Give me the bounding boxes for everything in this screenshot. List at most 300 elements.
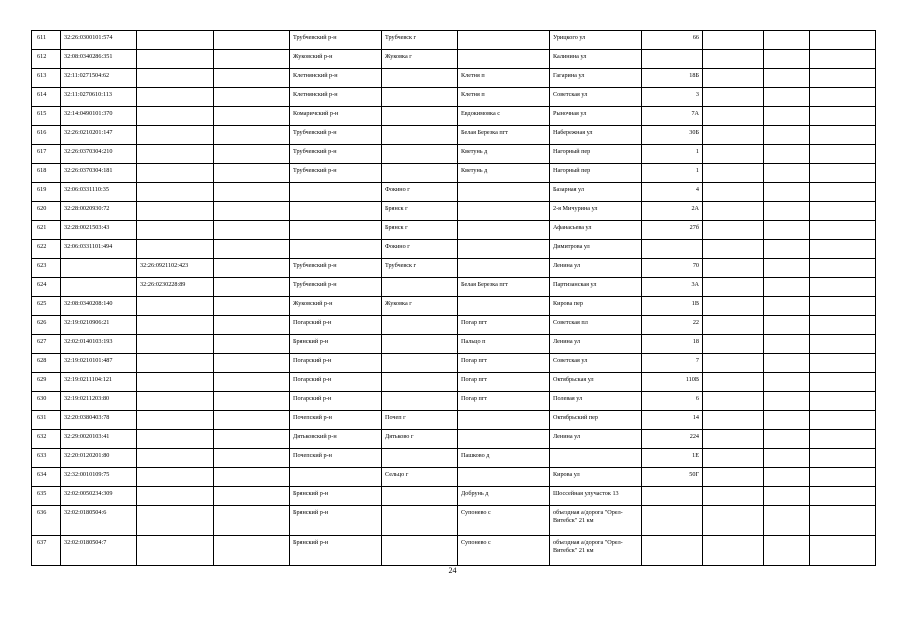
locality-cell — [458, 183, 550, 202]
city-cell — [382, 107, 458, 126]
locality-cell — [458, 50, 550, 69]
district-cell — [290, 221, 382, 240]
empty-cell — [810, 449, 876, 468]
table-row — [32, 259, 876, 278]
cadastral-number-alt-cell — [137, 202, 214, 221]
empty-cell — [214, 536, 290, 566]
cadastral-number-cell: 32:19:0210101:487 — [61, 354, 137, 373]
empty-cell — [764, 50, 810, 69]
empty-cell — [703, 354, 764, 373]
district-cell: Погарский р-н — [290, 392, 382, 411]
district-cell — [290, 240, 382, 259]
city-cell: Трубчевск г — [382, 31, 458, 50]
empty-cell — [810, 31, 876, 50]
street-cell: Калинина ул — [550, 50, 642, 69]
empty-cell — [703, 221, 764, 240]
empty-cell — [214, 259, 290, 278]
empty-cell — [214, 430, 290, 449]
district-cell: Погарский р-н — [290, 373, 382, 392]
empty-cell — [810, 316, 876, 335]
locality-cell: Супонево с — [458, 536, 550, 566]
city-cell — [382, 392, 458, 411]
cadastral-number-cell — [61, 278, 137, 297]
city-cell — [382, 316, 458, 335]
row-number-cell: 637 — [32, 536, 61, 566]
street-cell: Ленина ул — [550, 259, 642, 278]
cadastral-number-alt-cell — [137, 107, 214, 126]
empty-cell — [703, 278, 764, 297]
cadastral-number-cell: 32:26:0370304:181 — [61, 164, 137, 183]
empty-cell — [764, 31, 810, 50]
street-cell: Димитрова ул — [550, 240, 642, 259]
row-number-cell: 616 — [32, 126, 61, 145]
locality-cell: Пальцо п — [458, 335, 550, 354]
district-cell: Трубчевский р-н — [290, 31, 382, 50]
row-number-cell: 611 — [32, 31, 61, 50]
street-cell: Афанасьева ул — [550, 221, 642, 240]
cadastral-number-cell: 32:19:0211203:80 — [61, 392, 137, 411]
street-cell: Советская ул — [550, 88, 642, 107]
empty-cell — [214, 31, 290, 50]
empty-cell — [764, 202, 810, 221]
city-cell — [382, 506, 458, 536]
district-cell — [290, 202, 382, 221]
district-cell: Брянский р-н — [290, 335, 382, 354]
empty-cell — [703, 126, 764, 145]
locality-cell — [458, 468, 550, 487]
empty-cell — [764, 107, 810, 126]
empty-cell — [764, 536, 810, 566]
empty-cell — [810, 468, 876, 487]
house-number-cell: 70 — [642, 259, 703, 278]
cadastral-number-alt-cell: 32:26:0921102:423 — [137, 259, 214, 278]
empty-cell — [214, 335, 290, 354]
house-number-cell: 110В — [642, 373, 703, 392]
house-number-cell: 18Б — [642, 69, 703, 88]
locality-cell: Погар пгт — [458, 316, 550, 335]
cadastral-number-cell: 32:20:0380403:78 — [61, 411, 137, 430]
empty-cell — [764, 411, 810, 430]
empty-cell — [214, 221, 290, 240]
table-row — [32, 88, 876, 107]
empty-cell — [764, 259, 810, 278]
cadastral-number-alt-cell — [137, 164, 214, 183]
empty-cell — [214, 449, 290, 468]
district-cell: Трубчевский р-н — [290, 126, 382, 145]
city-cell: Трубчевск г — [382, 259, 458, 278]
street-cell: Ленина ул — [550, 430, 642, 449]
district-cell: Почепский р-н — [290, 449, 382, 468]
cadastral-number-cell: 32:26:0210201:147 — [61, 126, 137, 145]
empty-cell — [703, 297, 764, 316]
table-row — [32, 183, 876, 202]
empty-cell — [810, 506, 876, 536]
cadastral-number-alt-cell: 32:26:0230228:89 — [137, 278, 214, 297]
street-cell: Октябрьский пер — [550, 411, 642, 430]
city-cell: Брянск г — [382, 202, 458, 221]
empty-cell — [764, 145, 810, 164]
district-cell: Брянский р-н — [290, 536, 382, 566]
district-cell: Жуковский р-н — [290, 297, 382, 316]
district-cell: Клетнянский р-н — [290, 69, 382, 88]
empty-cell — [810, 126, 876, 145]
empty-cell — [764, 69, 810, 88]
district-cell: Дятьковский р-н — [290, 430, 382, 449]
table-row — [32, 50, 876, 69]
table-row — [32, 145, 876, 164]
street-cell: Рыночная ул — [550, 107, 642, 126]
empty-cell — [764, 126, 810, 145]
cadastral-number-alt-cell — [137, 411, 214, 430]
empty-cell — [810, 50, 876, 69]
empty-cell — [810, 297, 876, 316]
locality-cell: Пашково д — [458, 449, 550, 468]
cadastral-number-alt-cell — [137, 392, 214, 411]
cadastral-number-alt-cell — [137, 430, 214, 449]
district-cell: Погарский р-н — [290, 354, 382, 373]
table-row — [32, 373, 876, 392]
table-row — [32, 297, 876, 316]
cadastral-number-alt-cell — [137, 536, 214, 566]
locality-cell: Кветунь д — [458, 145, 550, 164]
empty-cell — [703, 259, 764, 278]
cadastral-number-alt-cell — [137, 69, 214, 88]
house-number-cell: 1 — [642, 164, 703, 183]
cadastral-number-alt-cell — [137, 297, 214, 316]
empty-cell — [703, 88, 764, 107]
empty-cell — [214, 506, 290, 536]
city-cell — [382, 536, 458, 566]
locality-cell: Погар пгт — [458, 373, 550, 392]
house-number-cell: 224 — [642, 430, 703, 449]
empty-cell — [214, 69, 290, 88]
city-cell: Жуковка г — [382, 50, 458, 69]
street-cell: Кирова пер — [550, 297, 642, 316]
empty-cell — [764, 164, 810, 183]
row-number-cell: 624 — [32, 278, 61, 297]
empty-cell — [764, 316, 810, 335]
empty-cell — [810, 183, 876, 202]
city-cell — [382, 487, 458, 506]
city-cell: Брянск г — [382, 221, 458, 240]
empty-cell — [214, 487, 290, 506]
district-cell: Почепский р-н — [290, 411, 382, 430]
locality-cell: Погар пгт — [458, 392, 550, 411]
table-row — [32, 126, 876, 145]
district-cell: Трубчевский р-н — [290, 259, 382, 278]
street-cell: Октябрьская ул — [550, 373, 642, 392]
empty-cell — [703, 240, 764, 259]
district-cell: Комаричский р-н — [290, 107, 382, 126]
house-number-cell: 6 — [642, 392, 703, 411]
empty-cell — [810, 69, 876, 88]
table-row — [32, 164, 876, 183]
cadastral-number-cell: 32:08:0340286:351 — [61, 50, 137, 69]
cadastral-number-cell: 32:26:0370304:210 — [61, 145, 137, 164]
empty-cell — [703, 468, 764, 487]
empty-cell — [703, 50, 764, 69]
cadastral-number-alt-cell — [137, 240, 214, 259]
empty-cell — [214, 392, 290, 411]
empty-cell — [810, 221, 876, 240]
empty-cell — [810, 430, 876, 449]
locality-cell — [458, 430, 550, 449]
district-cell: Погарский р-н — [290, 316, 382, 335]
empty-cell — [764, 373, 810, 392]
cadastral-number-cell: 32:02:0180504:6 — [61, 506, 137, 536]
row-number-cell: 620 — [32, 202, 61, 221]
house-number-cell — [642, 50, 703, 69]
empty-cell — [703, 506, 764, 536]
empty-cell — [810, 259, 876, 278]
row-number-cell: 634 — [32, 468, 61, 487]
cadastral-number-cell — [61, 259, 137, 278]
empty-cell — [214, 145, 290, 164]
empty-cell — [810, 107, 876, 126]
row-number-cell: 626 — [32, 316, 61, 335]
locality-cell: Белая Березка пгт — [458, 126, 550, 145]
empty-cell — [764, 183, 810, 202]
empty-cell — [214, 202, 290, 221]
empty-cell — [703, 69, 764, 88]
locality-cell — [458, 259, 550, 278]
table-row — [32, 221, 876, 240]
empty-cell — [764, 221, 810, 240]
table-row — [32, 411, 876, 430]
row-number-cell: 613 — [32, 69, 61, 88]
cadastral-number-cell: 32:28:0020930:72 — [61, 202, 137, 221]
locality-cell: Погар пгт — [458, 354, 550, 373]
empty-cell — [214, 50, 290, 69]
city-cell: Почеп г — [382, 411, 458, 430]
street-cell: Нагорный пер — [550, 164, 642, 183]
street-cell: объездная а/дорога "Орел-Витебск" 21 км — [550, 536, 642, 566]
empty-cell — [703, 392, 764, 411]
row-number-cell: 629 — [32, 373, 61, 392]
locality-cell: Кветунь д — [458, 164, 550, 183]
cadastral-number-alt-cell — [137, 88, 214, 107]
row-number-cell: 636 — [32, 506, 61, 536]
empty-cell — [214, 411, 290, 430]
city-cell: Фокино г — [382, 240, 458, 259]
street-cell: Набережная ул — [550, 126, 642, 145]
cadastral-number-cell: 32:11:0271504:62 — [61, 69, 137, 88]
empty-cell — [810, 240, 876, 259]
cadastral-number-cell: 32:26:0300101:574 — [61, 31, 137, 50]
table-row — [32, 316, 876, 335]
table-row — [32, 392, 876, 411]
empty-cell — [764, 240, 810, 259]
street-cell: Партизанская ул — [550, 278, 642, 297]
locality-cell: Белая Березка пгт — [458, 278, 550, 297]
row-number-cell: 615 — [32, 107, 61, 126]
row-number-cell: 621 — [32, 221, 61, 240]
row-number-cell: 632 — [32, 430, 61, 449]
empty-cell — [703, 449, 764, 468]
property-table — [31, 30, 876, 566]
empty-cell — [810, 354, 876, 373]
cadastral-number-cell: 32:08:0340208:140 — [61, 297, 137, 316]
empty-cell — [214, 240, 290, 259]
city-cell — [382, 354, 458, 373]
street-cell: 2-я Мичурина ул — [550, 202, 642, 221]
cadastral-number-alt-cell — [137, 316, 214, 335]
house-number-cell: 1Е — [642, 449, 703, 468]
cadastral-number-cell: 32:06:0331101:494 — [61, 240, 137, 259]
city-cell — [382, 145, 458, 164]
table-row — [32, 468, 876, 487]
empty-cell — [214, 297, 290, 316]
table-row — [32, 430, 876, 449]
empty-cell — [764, 506, 810, 536]
row-number-cell: 625 — [32, 297, 61, 316]
page-number: 24 — [448, 566, 457, 575]
empty-cell — [764, 468, 810, 487]
street-cell: Урицкого ул — [550, 31, 642, 50]
empty-cell — [764, 430, 810, 449]
district-cell: Клетнянский р-н — [290, 88, 382, 107]
cadastral-number-alt-cell — [137, 221, 214, 240]
city-cell — [382, 335, 458, 354]
empty-cell — [810, 335, 876, 354]
street-cell — [550, 449, 642, 468]
house-number-cell: 2А — [642, 202, 703, 221]
row-number-cell: 617 — [32, 145, 61, 164]
street-cell: Советская ул — [550, 354, 642, 373]
empty-cell — [214, 468, 290, 487]
district-cell — [290, 183, 382, 202]
row-number-cell: 619 — [32, 183, 61, 202]
empty-cell — [703, 164, 764, 183]
cadastral-number-alt-cell — [137, 50, 214, 69]
row-number-cell: 612 — [32, 50, 61, 69]
table-row — [32, 278, 876, 297]
empty-cell — [764, 88, 810, 107]
locality-cell: Клетня п — [458, 69, 550, 88]
empty-cell — [810, 145, 876, 164]
empty-cell — [764, 449, 810, 468]
row-number-cell: 614 — [32, 88, 61, 107]
street-cell: Полевая ул — [550, 392, 642, 411]
table-row — [32, 69, 876, 88]
empty-cell — [214, 88, 290, 107]
row-number-cell: 622 — [32, 240, 61, 259]
district-cell: Трубчевский р-н — [290, 145, 382, 164]
locality-cell — [458, 411, 550, 430]
cadastral-number-cell: 32:02:0140103:193 — [61, 335, 137, 354]
house-number-cell: 1В — [642, 297, 703, 316]
cadastral-number-cell: 32:20:0120201:80 — [61, 449, 137, 468]
empty-cell — [764, 297, 810, 316]
cadastral-number-cell: 32:19:0210906:21 — [61, 316, 137, 335]
row-number-cell: 618 — [32, 164, 61, 183]
district-cell: Брянский р-н — [290, 487, 382, 506]
locality-cell: Евдокимовка с — [458, 107, 550, 126]
house-number-cell: 50Г — [642, 468, 703, 487]
house-number-cell: 66 — [642, 31, 703, 50]
empty-cell — [764, 392, 810, 411]
cadastral-number-cell: 32:19:0211104:121 — [61, 373, 137, 392]
house-number-cell — [642, 487, 703, 506]
cadastral-number-alt-cell — [137, 373, 214, 392]
locality-cell — [458, 240, 550, 259]
empty-cell — [703, 536, 764, 566]
empty-cell — [810, 487, 876, 506]
street-cell: Нагорный пер — [550, 145, 642, 164]
street-cell: объездная а/дорога "Орел-Витебск" 21 км — [550, 506, 642, 536]
empty-cell — [214, 316, 290, 335]
cadastral-number-alt-cell — [137, 183, 214, 202]
row-number-cell: 633 — [32, 449, 61, 468]
street-cell: Шоссейная улучасток 13 — [550, 487, 642, 506]
table-row — [32, 240, 876, 259]
empty-cell — [703, 202, 764, 221]
empty-cell — [703, 335, 764, 354]
cadastral-number-cell: 32:29:0020103:41 — [61, 430, 137, 449]
empty-cell — [810, 202, 876, 221]
house-number-cell — [642, 506, 703, 536]
locality-cell: Клетня п — [458, 88, 550, 107]
empty-cell — [810, 164, 876, 183]
empty-cell — [214, 354, 290, 373]
house-number-cell: 1 — [642, 145, 703, 164]
empty-cell — [703, 411, 764, 430]
street-cell: Кирова ул — [550, 468, 642, 487]
city-cell — [382, 126, 458, 145]
cadastral-number-alt-cell — [137, 126, 214, 145]
cadastral-number-cell: 32:11:0270610:113 — [61, 88, 137, 107]
table-row — [32, 31, 876, 50]
table-row — [32, 487, 876, 506]
locality-cell — [458, 202, 550, 221]
city-cell — [382, 278, 458, 297]
empty-cell — [810, 88, 876, 107]
house-number-cell: 22 — [642, 316, 703, 335]
row-number-cell: 631 — [32, 411, 61, 430]
house-number-cell — [642, 536, 703, 566]
empty-cell — [214, 126, 290, 145]
empty-cell — [703, 316, 764, 335]
cadastral-number-cell: 32:28:0021503:43 — [61, 221, 137, 240]
district-cell: Трубчевский р-н — [290, 164, 382, 183]
street-cell: Гагарина ул — [550, 69, 642, 88]
cadastral-number-cell: 32:02:0180504:7 — [61, 536, 137, 566]
table-row — [32, 506, 876, 536]
house-number-cell: 4 — [642, 183, 703, 202]
cadastral-number-alt-cell — [137, 145, 214, 164]
empty-cell — [810, 373, 876, 392]
city-cell — [382, 373, 458, 392]
house-number-cell: 27б — [642, 221, 703, 240]
table-row — [32, 335, 876, 354]
row-number-cell: 635 — [32, 487, 61, 506]
empty-cell — [703, 373, 764, 392]
cadastral-number-alt-cell — [137, 487, 214, 506]
house-number-cell: 7 — [642, 354, 703, 373]
cadastral-number-alt-cell — [137, 506, 214, 536]
locality-cell: Супонево с — [458, 506, 550, 536]
row-number-cell: 630 — [32, 392, 61, 411]
cadastral-number-cell: 32:14:0490101:370 — [61, 107, 137, 126]
table-row — [32, 449, 876, 468]
empty-cell — [703, 145, 764, 164]
locality-cell — [458, 31, 550, 50]
city-cell: Фокино г — [382, 183, 458, 202]
empty-cell — [703, 430, 764, 449]
cadastral-number-cell: 32:06:0331110:35 — [61, 183, 137, 202]
empty-cell — [214, 164, 290, 183]
locality-cell — [458, 297, 550, 316]
